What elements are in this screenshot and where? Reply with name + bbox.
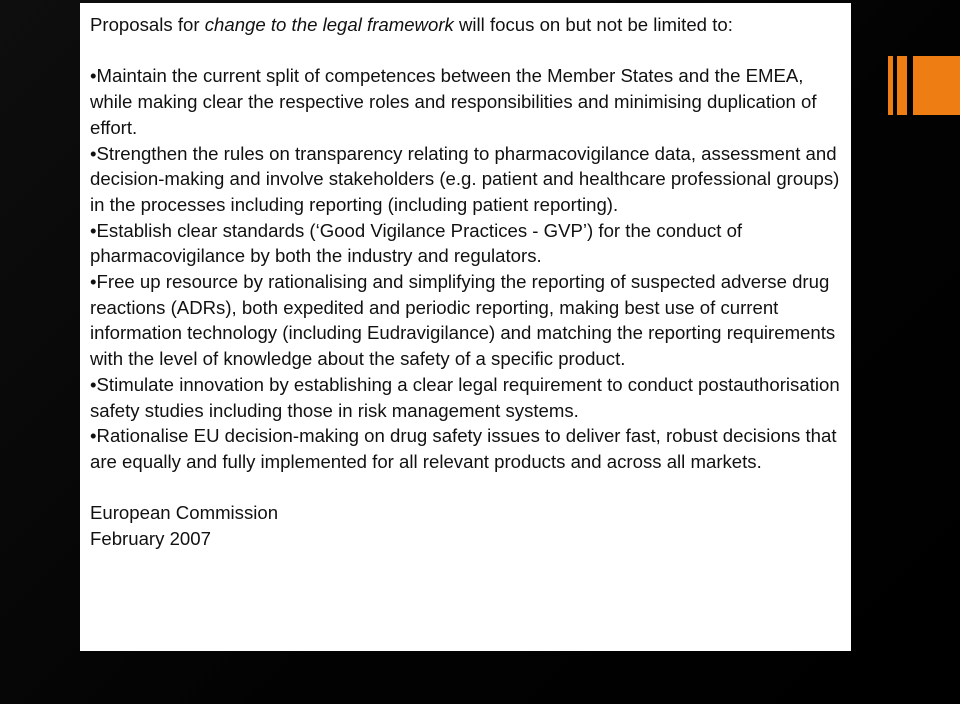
bullet-item [90, 141, 841, 218]
bullet-item [90, 269, 841, 372]
bullet-text: Rationalise EU decision-making on drug safety issues to deliver fast, robust decisions that are equally and fully implemented for all relevant products and across all markets. [90, 425, 837, 472]
bullet-item [90, 218, 841, 269]
bullet-icon: • [90, 219, 97, 241]
intro-prefix: Proposals for [90, 14, 205, 35]
bullet-text: Stimulate innovation by establishing a clear legal requirement to conduct postauthorisation safety studies including those in risk management systems. [90, 373, 840, 421]
intro-suffix: will focus on but not be limited to: [453, 14, 733, 35]
bullet-icon: • [90, 65, 97, 87]
source-organization: European Commission [90, 502, 279, 524]
bullet-icon: • [90, 373, 97, 395]
content-panel [80, 3, 851, 651]
accent-bar-thin [888, 56, 893, 115]
bullet-text: Strengthen the rules on transparency relating to pharmacovigilance data, assessment and decision-making and involve stakeholders (e.g. patient and healthcare professional groups) in the processes including reporting (including patient reporting). [90, 142, 840, 215]
accent-bar-wide [913, 56, 960, 115]
bullet-text: Maintain the current split of competences between the Member States and the EMEA, while making clear the respective roles and responsibilities and minimising duplication of effort. [90, 65, 817, 138]
bullet-icon: • [90, 142, 97, 164]
bullet-item [90, 372, 841, 423]
bullet-icon: • [90, 425, 97, 447]
bullet-icon: • [90, 271, 97, 293]
source-date: February 2007 [90, 528, 211, 550]
intro-emphasis: change to the legal framework [204, 14, 454, 35]
bullet-item [90, 63, 841, 140]
bullet-item [90, 423, 841, 474]
spacer [90, 475, 841, 501]
bullet-text: Establish clear standards (‘Good Vigilance Practices - GVP’) for the conduct of pharmacovigilance by both the industry and regulators. [90, 219, 743, 267]
spacer [90, 38, 841, 64]
bullet-text: Free up resource by rationalising and simplifying the reporting of suspected adverse drug reactions (ADRs), both expedited and periodic reporting, making best use of current information technology (including Eudravigilance) and matching the reporting requirements with the level of knowledge about the safety of a specific product. [90, 271, 836, 370]
accent-bar-medium [897, 56, 907, 115]
intro-heading [90, 12, 841, 38]
